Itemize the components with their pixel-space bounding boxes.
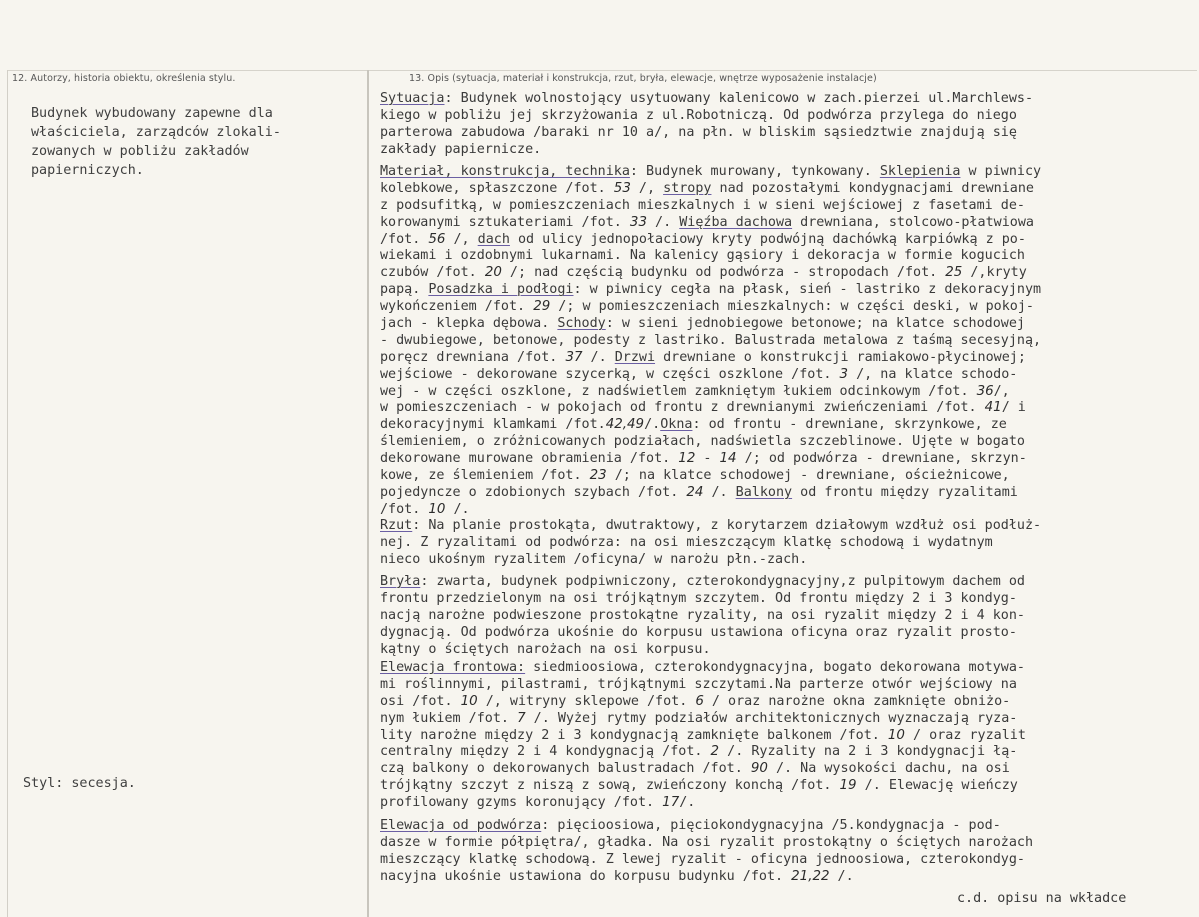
text-line [380,125,1033,142]
text-segment: czą balkony o dekorowanych balustradach /fot. [380,761,751,777]
continuation-note: c.d. opisu na wkładce [957,891,1127,906]
text-line [380,642,1025,659]
text-line [380,91,1033,108]
text-segment: : pięcioosiowa, pięciokondygnacyjna /5.kondygnacja - pod- [541,818,1001,833]
text-line [380,711,1026,728]
section-keyword: Sklepienia [879,164,961,179]
text-segment: /. [644,417,661,433]
section-keyword: Posadzka i podłogi [428,282,574,298]
history-text: Budynek wybudowany zapewne dla właściciela, zarządców zlokali- zowanych w pobliżu zakładów papierniczych. [31,106,281,178]
section-keyword: Schody [557,316,606,332]
text-line [380,299,1041,316]
text-segment: kątny o ściętych narożach na osi korpusu. [380,641,711,657]
text-segment: kowe, ze ślemieniem /fot. [380,468,590,484]
text-segment: poręcz drewniana /fot. [380,349,566,365]
handwritten-photo-ref: 6 [695,693,704,709]
text-segment: z podsufitką, w pomieszczeniach mieszkalnych i w sieni wejściowej z fasetami de- [380,197,1025,213]
section-keyword: Więźba dachowa [679,214,793,230]
text-line [380,574,1025,591]
text-line [380,608,1025,625]
text-segment: profilowany gzyms koronujący /fot. [380,795,663,811]
text-segment: /. Na wysokości dachu, na osi [767,761,1010,777]
text-segment: kiego w pobliżu jej skrzyżowania z ul.Robotniczą. Od podwórza przylega do niego [380,107,1017,123]
text-segment: / i [1001,400,1026,416]
text-line [380,744,1026,761]
section-keyword: Elewacja od podwórza [380,818,542,833]
text-segment: trójkątny szczyt z niszą z sową, zwieńczony konchą /fot. [380,778,840,794]
handwritten-photo-ref: 2 [710,744,720,760]
text-segment: pojedyncze o zdobionych szybach /fot. [380,484,687,500]
text-line [380,485,1041,502]
text-line [380,265,1041,282]
text-line [380,869,1033,886]
section-keyword: Drzwi [614,349,656,365]
text-line [380,728,1026,745]
text-segment: nym łukiem /fot. [380,710,518,726]
text-segment: wykończeniem /fot. [380,299,534,315]
text-segment: centralny między 2 i 4 kondygnacją /fot. [380,744,711,760]
text-segment: /. [679,795,696,811]
section-keyword: Rzut [380,518,413,533]
text-segment: /; na klatce schodowej - drewniane, ościeżnicowe, [606,468,1010,484]
handwritten-photo-ref: 10 [460,693,478,709]
text-line [380,552,1041,569]
text-segment: wiekami i ozdobnymi lukarnami. Na kalenicy gąsiory i dekoracja w formie kogucich [380,248,1025,264]
text-segment: nad pozostałymi kondygnacjami drewniane [711,180,1034,196]
text-segment: wejściowe - dekorowane szycerką, w części oszklone /fot. [380,366,840,382]
handwritten-photo-ref: 14 [719,451,737,467]
text-segment: zakłady papiernicze. [380,141,542,157]
text-segment: /; nad częścią budynku od podwórza - stropodach /fot. [501,265,946,281]
text-segment: mieszczący klatkę schodową. Z lewej ryzalit - oficyna jednoosiowa, czterokondyg- [380,851,1025,867]
text-segment: kolebkowe, spłaszczone /fot. [380,180,614,196]
text-line [380,591,1025,608]
text-segment: lity narożne między 2 i 3 kondygnacją zamknięte balkonem /fot. [380,727,888,743]
text-segment: parterowa zabudowa /baraki nr 10 a/, na płn. w bliskim sąsiedztwie znajdują się [380,124,1017,140]
text-line [380,384,1041,401]
handwritten-photo-ref: 42,49 [605,417,645,433]
text-segment: papą. [380,282,429,298]
text-line [380,818,1033,835]
text-segment: /. Ryzality na 2 i 3 kondygnacji łą- [719,744,1018,760]
text-line [380,367,1041,384]
text-line [380,181,1041,198]
text-line [380,400,1041,417]
text-segment: w piwnicy [960,164,1042,179]
text-segment: /. Wyżej rytmy podziałów architektonicznych wyznaczają ryza- [525,710,1018,726]
section-keyword: Materiał, konstrukcja, technika [380,164,630,179]
text-segment: dekorowane murowane obramienia /fot. [380,451,679,467]
handwritten-photo-ref: 20 [484,265,502,281]
description-paragraph [380,91,1033,159]
text-segment: /fot. [380,501,429,517]
text-segment: /, [993,383,1010,399]
text-segment: /. [646,214,680,230]
text-segment: korowanymi sztukateriami /fot. [380,214,630,230]
text-segment: /. [829,868,854,884]
text-segment: /. [445,501,470,517]
text-segment: /. [703,484,736,500]
text-line [380,761,1026,778]
text-line [380,198,1041,215]
text-line [380,835,1033,852]
text-segment: : Na planie prostokąta, dwutraktowy, z korytarzem działowym wzdłuż osi podłuż- [412,518,1042,533]
handwritten-photo-ref: 3 [839,366,849,382]
text-line [380,108,1033,125]
handwritten-photo-ref: 33 [629,214,647,230]
text-segment: od ulicy jednopołaciowy kryty podwójną dachówką karpiówką z po- [509,231,1026,247]
description-paragraph [380,818,1033,886]
text-segment: czubów /fot. [380,265,485,281]
handwritten-photo-ref: 21,22 [791,868,830,884]
handwritten-photo-ref: 10 [428,501,446,517]
text-segment: : w sieni jednobiegowe betonowe; na klatce schodowej [605,316,1025,332]
description-paragraph [380,518,1041,569]
section-13-header: 13. Opis (sytuacja, materiał i konstrukcja, rzut, bryła, elewacje, wnętrze wyposażenie instalacje) [409,73,877,84]
text-line [380,535,1041,552]
section-keyword: Okna [660,417,693,433]
text-line [380,164,1041,181]
text-segment: dygnacją. Od podwórza ukośnie do korpusu ustawiona oficyna oraz ryzalit prosto- [380,624,1017,640]
header-divider [7,70,1197,71]
text-segment: dekoracyjnymi klamkami /fot. [380,417,606,433]
text-segment: /, witryny sklepowe /fot. [477,693,696,709]
handwritten-photo-ref: 7 [517,710,526,726]
text-segment: / oraz narożne okna zamknięte obniżo- [703,693,1011,709]
text-segment: /; od podwórza - drewniane, skrzyn- [736,451,1027,467]
handwritten-photo-ref: 37 [565,349,583,365]
text-segment: frontu przedzielonym na osi trójkątnym szczytem. Od frontu między 2 i 3 kondyg- [380,590,1017,606]
text-segment: siedmioosiowa, czterokondygnacyjna, bogato dekorowana motywa- [525,660,1025,675]
section-keyword: dach [477,231,510,247]
text-line [380,778,1026,795]
text-line [380,282,1041,299]
text-line [380,451,1041,468]
text-segment: /. Elewację wieńczy [856,778,1018,794]
section-12-header: 12. Autorzy, historia obiektu, określenia stylu. [12,73,236,84]
text-line [380,468,1041,485]
text-segment: /. [582,349,615,365]
text-segment: : Budynek wolnostojący usytuowany kalenicowo w zach.pierzei ul.Marchlews- [444,91,1034,106]
handwritten-photo-ref: 19 [839,778,857,794]
text-segment: dasze w formie półpiętra/, gładka. Na osi ryzalit prostokątny o ściętych narożach [380,834,1034,850]
text-line [380,502,1041,519]
text-line [380,625,1025,642]
text-segment: - [695,451,720,467]
text-segment: : Budynek murowany, tynkowany. [629,164,880,179]
handwritten-photo-ref: 41 [984,400,1002,416]
text-line [380,434,1041,451]
section-keyword: Balkony [735,484,793,500]
left-border [7,70,8,917]
handwritten-photo-ref: 90 [750,761,768,777]
text-segment: : od frontu - drewniane, skrzynkowe, ze [692,417,1007,433]
text-segment: : w piwnicy cegła na płask, sień - lastriko z dekoracyjnym [573,282,1042,298]
text-segment: osi /fot. [380,693,461,709]
section-keyword: Sytuacja [380,91,445,106]
handwritten-photo-ref: 25 [945,265,963,281]
text-segment: - dwubiegowe, betonowe, podesty z lastriko. Balustrada metalowa z taśmą secesyjną, [380,332,1042,348]
handwritten-photo-ref: 24 [686,484,704,500]
text-segment: od frontu między ryzalitami [792,484,1018,500]
text-line [380,677,1026,694]
text-segment: /,kryty [962,265,1027,281]
text-segment: /, na klatce schodo- [848,366,1018,382]
text-segment: / oraz ryzalit [904,727,1026,743]
text-line [380,417,1041,434]
handwritten-photo-ref: 36 [976,383,994,399]
text-line [380,142,1033,159]
text-line [380,518,1041,535]
handwritten-photo-ref: 17 [662,795,680,811]
handwritten-photo-ref: 23 [589,468,607,484]
handwritten-photo-ref: 10 [887,727,905,743]
style-text: Styl: secesja. [23,776,136,791]
section-keyword: Bryła [380,574,421,589]
text-segment: wej - w części oszklone, z nadświetlem zamkniętym łukiem odcinkowym /fot. [380,383,977,399]
text-segment: nej. Z ryzalitami od podwórza: na osi mieszczącym klatkę schodową i wydatnym [380,534,993,550]
text-segment: nacją narożne podwieszone prostokątne ryzality, na osi ryzalit między 2 i 4 kon- [380,607,1025,623]
text-line [380,694,1026,711]
handwritten-photo-ref: 56 [428,231,446,247]
text-line [380,350,1041,367]
text-line [380,333,1041,350]
text-segment: mi roślinnymi, pilastrami, trójkątnymi szczytami.Na parterze otwór wejściowy na [380,676,1017,692]
handwritten-photo-ref: 29 [533,299,551,315]
text-segment: nacyjna ukośnie ustawiona do korpusu budynku /fot. [380,868,792,884]
text-line [380,232,1041,249]
text-line [380,660,1026,677]
column-divider [367,70,369,917]
text-line [380,795,1026,812]
text-segment: jach - klepka dębowa. [380,316,558,332]
text-segment: : zwarta, budynek podpiwniczony, czterokondygnacyjny,z pulpitowym dachem od [420,574,1025,589]
description-paragraph [380,660,1026,812]
text-line [380,248,1041,265]
text-segment: drewniane o konstrukcji ramiakowo-płycinowej; [655,349,1026,365]
handwritten-photo-ref: 53 [613,180,631,196]
text-segment: /fot. [380,231,429,247]
section-keyword: Elewacja frontowa: [380,660,526,675]
text-segment: ślemieniem, o zróżnicowanych podziałach, nadświetla szczeblinowe. Ujęte w bogato [380,434,1025,450]
handwritten-photo-ref: 12 [678,451,696,467]
text-line [380,215,1041,232]
section-keyword: stropy [663,180,712,196]
text-line [380,852,1033,869]
description-paragraph [380,574,1025,658]
text-segment: nieco ukośnym ryzalitem /oficyna/ w narożu płn.-zach. [380,551,808,567]
text-segment: /; w pomieszczeniach mieszkalnych: w części deski, w pokoj- [550,299,1034,315]
description-paragraph [380,164,1041,519]
text-segment: w pomieszczeniach - w pokojach od frontu z drewnianymi zwieńczeniami /fot. [380,400,985,416]
text-segment: drewniana, stolcowo-płatwiowa [792,214,1034,230]
text-line [380,316,1041,333]
text-segment: /, [445,231,478,247]
text-segment: /, [630,180,664,196]
